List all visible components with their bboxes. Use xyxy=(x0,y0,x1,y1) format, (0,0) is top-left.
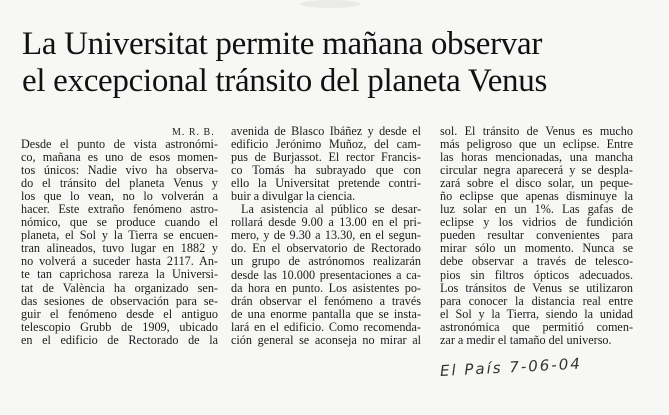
text-line: co, mañana es uno de esos momen- xyxy=(21,150,218,165)
paper-smudge xyxy=(300,0,360,8)
text-line: eclipse y los vidrios de fundición xyxy=(440,215,633,230)
text-line: da hora en punto. Los asistentes po- xyxy=(231,280,421,295)
text-line: mero, y de 9.30 a 13.30, en el segun- xyxy=(231,228,421,243)
text-line: das sesiones de observación para se- xyxy=(21,293,218,308)
text-line: tat de València ha organizado sen- xyxy=(21,280,218,295)
text-line: ño eclipse que apenas disminuye la xyxy=(440,189,633,204)
text-line: te tan caprichosa rareza la Universi- xyxy=(21,267,218,282)
text-line: rollará desde 9.00 a 13.00 en el pri- xyxy=(231,215,421,230)
text-line: mirar sólo un momento. Nunca se xyxy=(440,241,633,256)
text-line: avenida de Blasco Ibáñez y desde el xyxy=(231,124,421,138)
headline xyxy=(22,26,652,100)
article-column-3 xyxy=(440,125,633,347)
text-line: tran alineados, tuvo lugar en 1882 y xyxy=(21,241,218,256)
text-line: hacer. Este extraño fenómeno astro- xyxy=(21,202,218,217)
text-line: un grupo de astrónomos realizarán xyxy=(231,254,421,269)
text-line: nómico, que se produce cuando el xyxy=(21,215,218,230)
text-line: lará en el edificio. Como recomenda- xyxy=(231,319,421,334)
text-line: ción general se aconseja no mirar al xyxy=(231,332,421,347)
text-line: Desde el punto de vista astronómi- xyxy=(21,137,218,151)
text-line: buir a divulgar la ciencia. xyxy=(231,189,356,204)
text-line: circular negra aparecerá y se despla- xyxy=(440,163,633,178)
text-line: para conocer la distancia real entre xyxy=(440,293,633,308)
text-line: do el tránsito del planeta Venus y xyxy=(21,176,218,191)
text-line: La asistencia al público se desar- xyxy=(241,202,421,217)
text-line: guir el fenómeno desde el antiguo xyxy=(21,306,218,321)
text-line: sol. El tránsito de Venus es mucho xyxy=(440,124,633,138)
column-1-text xyxy=(21,138,218,347)
text-line: el Sol y la Tierra, siendo la unidad xyxy=(440,306,633,321)
text-line: luz solar en un 1%. Las gafas de xyxy=(440,202,633,217)
text-line: tos únicos: Nadie vivo ha observa- xyxy=(21,163,218,178)
text-line: los que lo vean, no lo volverán a xyxy=(21,189,218,204)
text-line: ello la Universitat pretende contri- xyxy=(231,176,421,191)
headline-line-2: el excepcional tránsito del planeta Venus xyxy=(22,63,547,99)
text-line: telescopio Grubb de 1909, ubicado xyxy=(21,319,218,334)
column-2-text xyxy=(231,125,421,347)
text-line: debe observar a través de telesco- xyxy=(440,254,633,269)
text-line: zar a medir el tamaño del universo. xyxy=(440,332,612,347)
byline: M. R. B. xyxy=(172,127,215,138)
text-line: no volverá a suceder hasta 2117. An- xyxy=(21,254,218,269)
text-line: pus de Burjassot. El rector Francis- xyxy=(231,150,421,165)
headline-line-1: La Universitat permite mañana observar xyxy=(22,26,543,62)
text-line: astronómica que permitió comen- xyxy=(440,319,633,334)
text-line: desde las 10.000 presentaciones a ca- xyxy=(231,267,421,282)
text-line: do. En el observatorio de Rectorado xyxy=(231,241,421,256)
text-line: en el edificio de Rectorado de la xyxy=(21,332,218,347)
text-line: zará sobre el disco solar, un peque- xyxy=(440,176,633,191)
text-line: las horas mencionadas, una mancha xyxy=(440,150,633,165)
text-line: drán observar el fenómeno a través xyxy=(231,293,421,308)
text-line: Los tránsitos de Venus se utilizaron xyxy=(440,280,633,295)
text-line: edificio Jerónimo Muñoz, del cam- xyxy=(231,137,421,152)
text-line: pios sin filtros ópticos adecuados. xyxy=(440,267,633,282)
text-line: más peligroso que un eclipse. Entre xyxy=(440,137,633,152)
article-column-2 xyxy=(231,125,421,347)
handwritten-source-note: El País 7-06-04 xyxy=(439,354,583,380)
text-line: pueden resultar convenientes para xyxy=(440,228,633,243)
text-line: de una enorme pantalla que se insta- xyxy=(231,306,421,321)
article-column-1 xyxy=(21,138,218,347)
column-3-text xyxy=(440,125,633,347)
text-line: co Tomás ha subrayado que con xyxy=(231,163,421,178)
text-line: planeta, el Sol y la Tierra se encuen- xyxy=(21,228,218,243)
